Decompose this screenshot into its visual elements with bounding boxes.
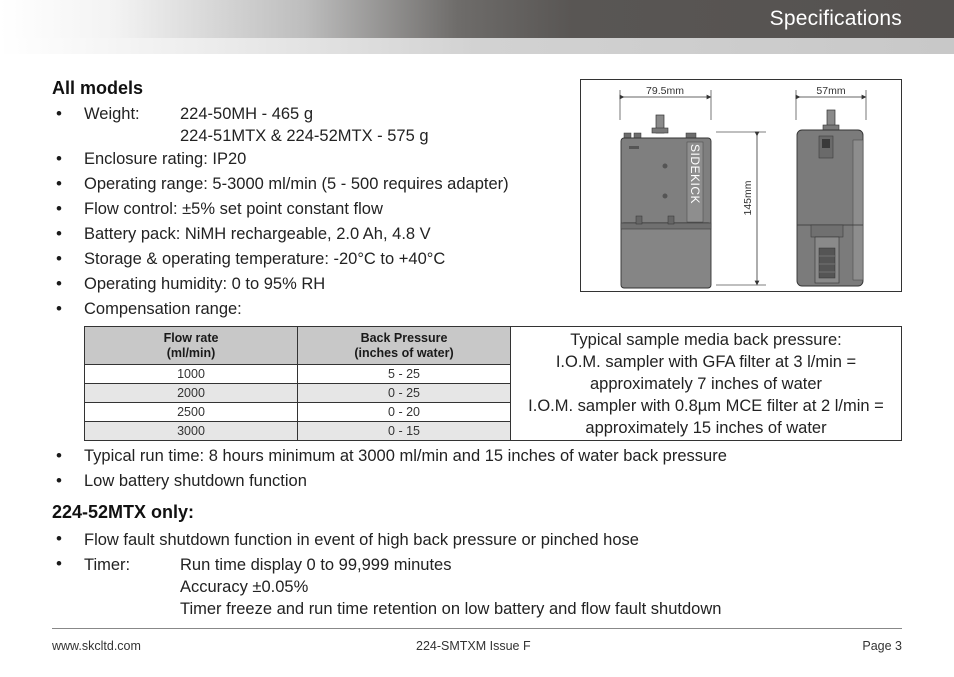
timer-value: Accuracy ±0.05% [180, 578, 309, 596]
spec-item: Enclosure rating: IP20 [84, 150, 247, 168]
spec-item: Compensation range: [84, 300, 242, 318]
col-header-flow-line2: (ml/min) [166, 345, 216, 360]
spec-item: Flow fault shutdown function in event of high back pressure or pinched hose [84, 531, 639, 549]
bullet: • [56, 554, 62, 573]
note-line: I.O.M. sampler with GFA filter at 3 l/min = [555, 352, 857, 371]
pressure-cell: 0 - 15 [298, 422, 511, 441]
mtx52-heading: 224-52MTX only: [52, 502, 195, 522]
col-header-pressure [298, 327, 511, 365]
col-header-pressure-line1: Back Pressure [360, 330, 448, 345]
bullet: • [56, 529, 62, 548]
col-header-flow [85, 327, 298, 365]
timer-label: Timer: [84, 556, 131, 574]
weight-label: Weight: [84, 105, 140, 123]
spec-item: Operating range: 5-3000 ml/min (5 - 500 requires adapter) [84, 175, 509, 193]
note-line: I.O.M. sampler with 0.8µm MCE filter at 2 l/min = [528, 396, 884, 415]
flow-cell: 3000 [85, 422, 298, 441]
bullet: • [56, 299, 62, 318]
note-line: approximately 15 inches of water [585, 418, 827, 437]
spec-item: Battery pack: NiMH rechargeable, 2.0 Ah, 4.8 V [84, 225, 431, 243]
weight-value-2: 224-51MTX & 224-52MTX - 575 g [180, 127, 429, 145]
pump-side-view [797, 110, 863, 286]
bullet: • [56, 471, 62, 490]
weight-value-1: 224-50MH - 465 g [180, 105, 313, 123]
footer-divider [52, 628, 902, 629]
pump-drawing [581, 80, 901, 291]
header-strip [0, 38, 954, 54]
pump-brand-label: SIDEKICK [688, 144, 702, 205]
spec-item: Flow control: ±5% set point constant flow [84, 200, 383, 218]
flow-cell: 1000 [85, 365, 298, 384]
spec-item: Storage & operating temperature: -20°C to +40°C [84, 250, 446, 268]
timer-value: Run time display 0 to 99,999 minutes [180, 556, 452, 574]
col-header-flow-line1: Flow rate [163, 330, 219, 345]
footer-page-number: Page 3 [862, 639, 902, 653]
pressure-cell: 0 - 25 [298, 384, 511, 403]
height-label: 145mm [742, 180, 754, 216]
pump-front-view [621, 115, 711, 288]
flow-cell: 2000 [85, 384, 298, 403]
col-header-pressure-line2: (inches of water) [354, 345, 454, 360]
pressure-cell: 0 - 20 [298, 403, 511, 422]
bullet: • [56, 149, 62, 168]
front-width-label: 79.5mm [646, 85, 684, 97]
footer-doc-id: 224-SMTXM Issue F [416, 639, 531, 653]
bullet: • [56, 249, 62, 268]
flow-cell: 2500 [85, 403, 298, 422]
note-line: Typical sample media back pressure: [570, 330, 842, 349]
timer-value: Timer freeze and run time retention on low battery and flow fault shutdown [180, 600, 722, 618]
spec-item: Low battery shutdown function [84, 472, 307, 490]
spec-item: Typical run time: 8 hours minimum at 3000 ml/min and 15 inches of water back pressure [84, 447, 727, 465]
compensation-table [84, 326, 902, 441]
spec-item: Operating humidity: 0 to 95% RH [84, 275, 326, 293]
all-models-heading: All models [52, 78, 144, 98]
bullet: • [56, 174, 62, 193]
side-width-label: 57mm [816, 85, 846, 97]
footer-website: www.skcltd.com [52, 639, 141, 653]
pressure-cell: 5 - 25 [298, 365, 511, 384]
note-line: approximately 7 inches of water [589, 374, 823, 393]
bullet: • [56, 224, 62, 243]
bullet: • [56, 274, 62, 293]
pump-dimension-figure [580, 79, 902, 292]
bullet: • [56, 446, 62, 465]
bullet: • [56, 104, 62, 123]
back-pressure-note [511, 327, 902, 441]
bullet: • [56, 199, 62, 218]
page-title: Specifications [769, 7, 902, 30]
